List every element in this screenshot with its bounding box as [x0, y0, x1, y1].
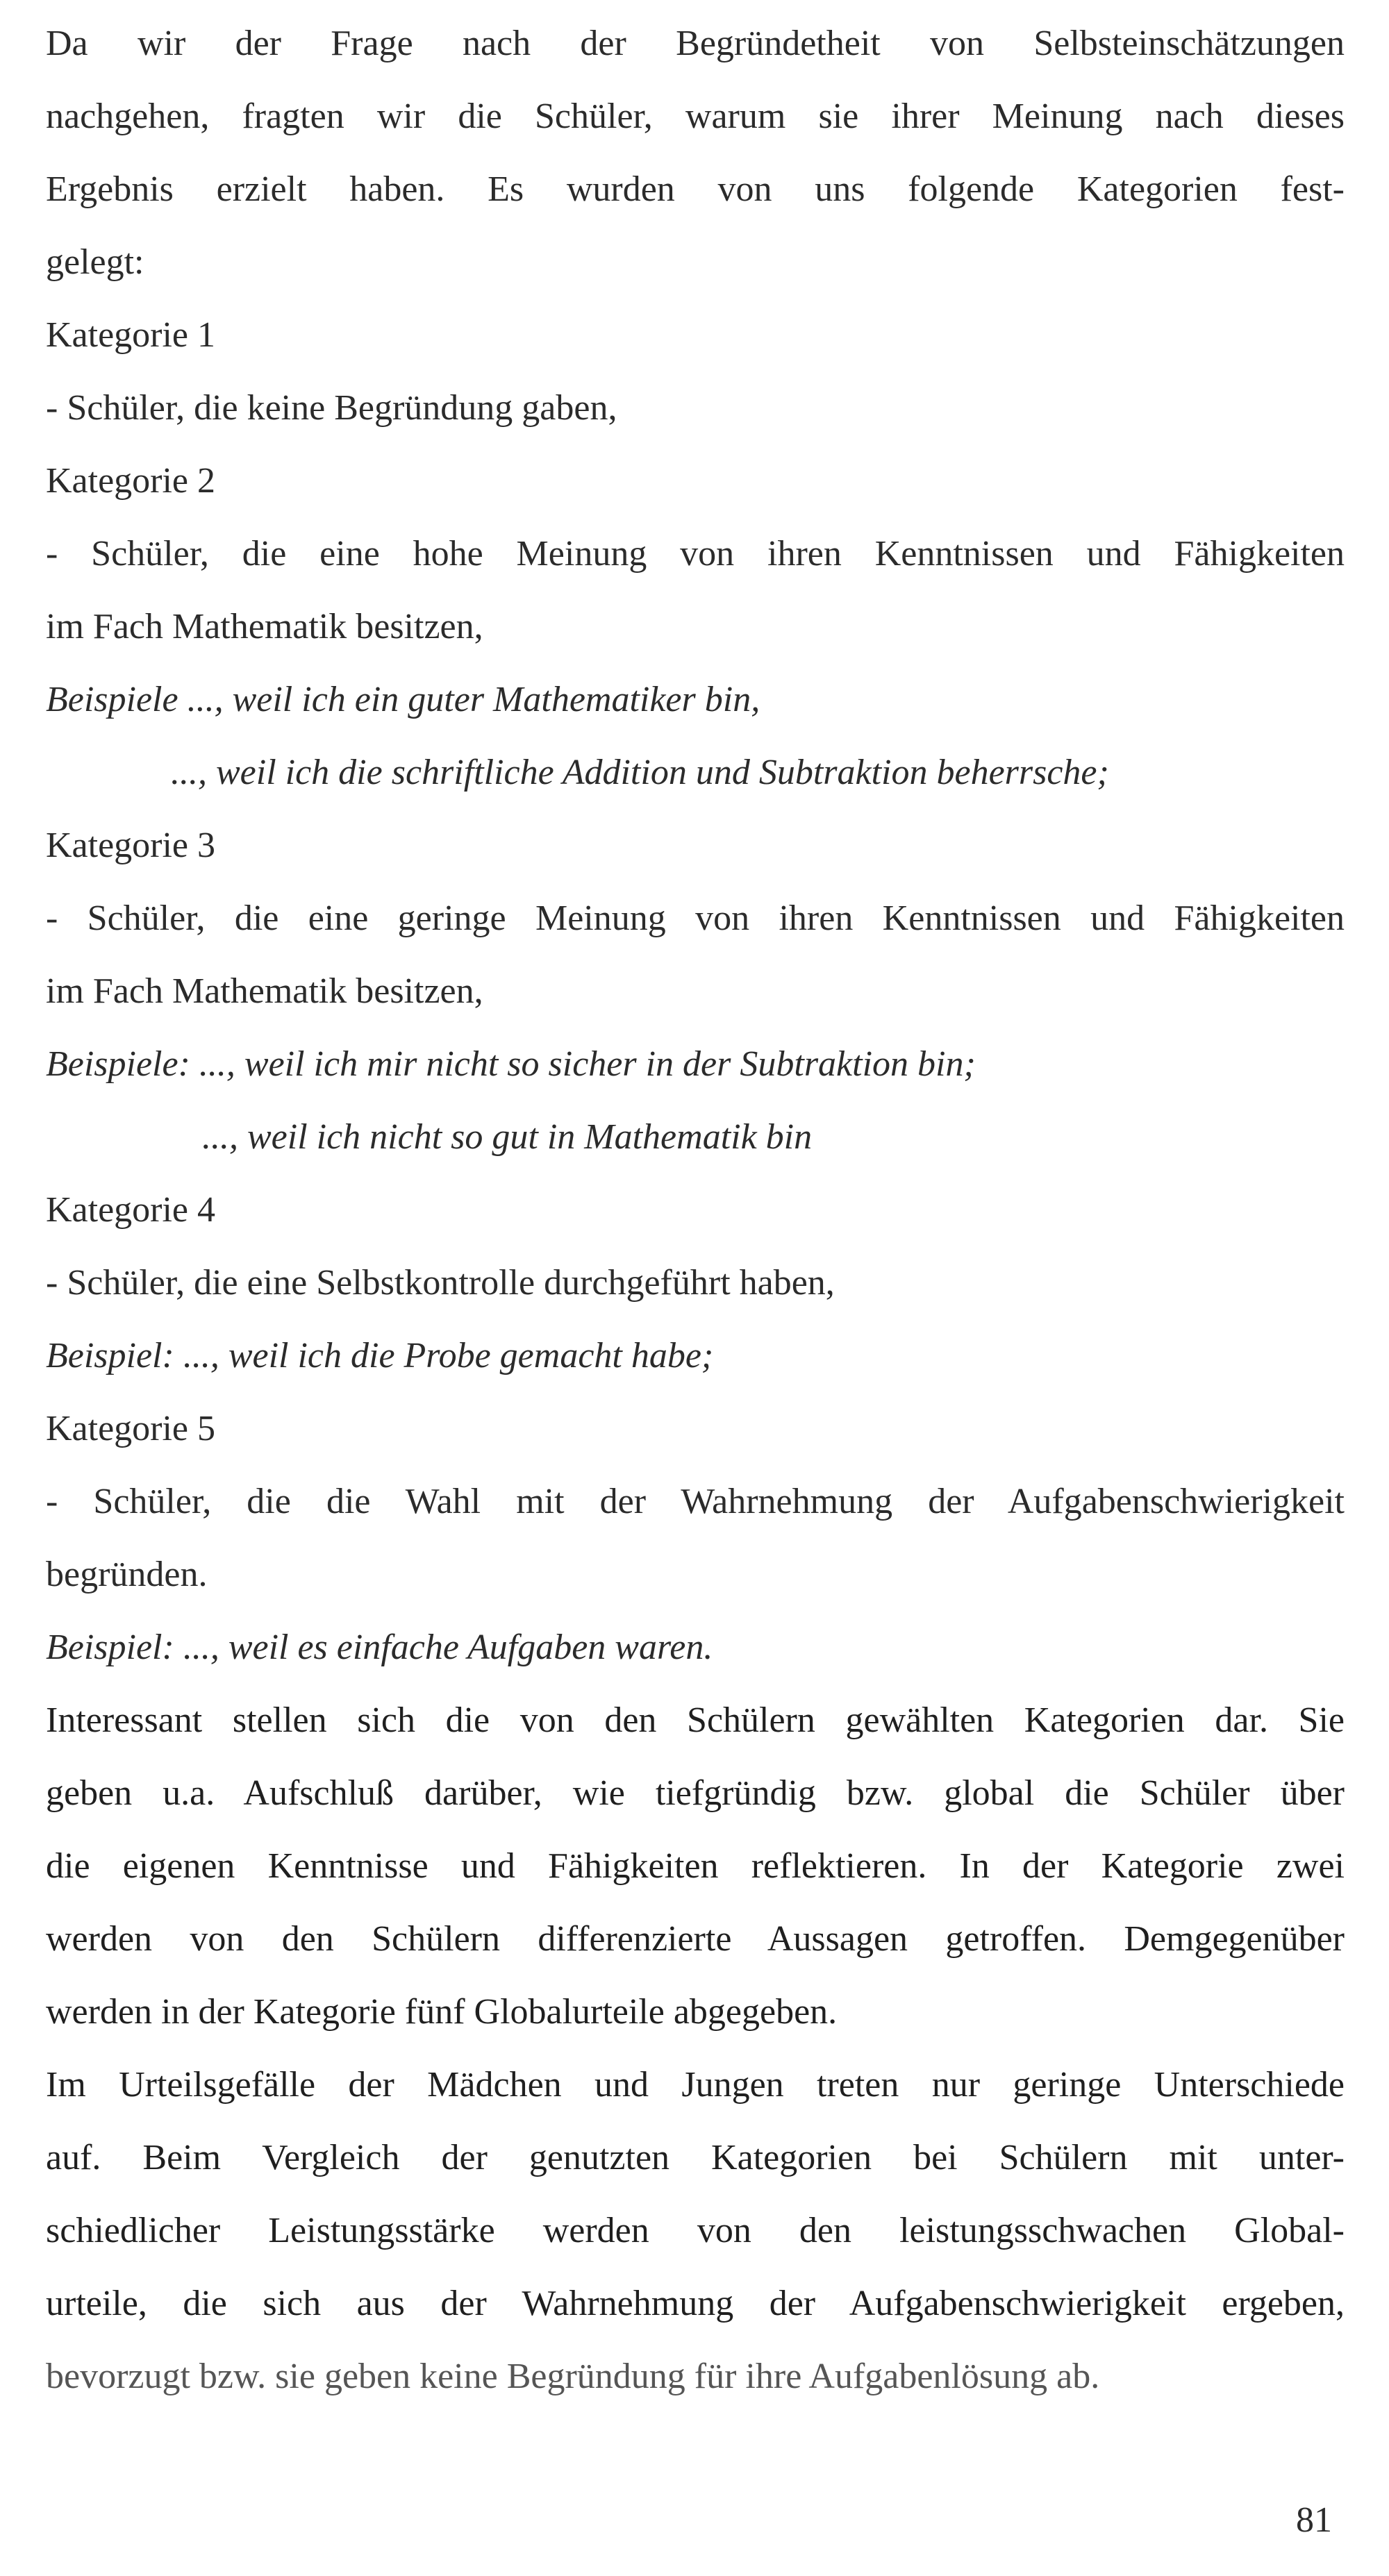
discussion-line: geben u.a. Aufschluß darüber, wie tiefgründig bzw. global die Schüler über [46, 1773, 1345, 1813]
discussion-line: werden in der Kategorie fünf Globalurteile abgegeben. [46, 1992, 838, 2032]
category-5-example: Beispiel: ..., weil es einfache Aufgaben waren. [46, 1628, 713, 1667]
intro-line: gelegt: [46, 242, 144, 282]
description-line: begründen. [46, 1555, 208, 1594]
description-line: im Fach Mathematik besitzen, [46, 607, 483, 646]
category-2-description [46, 517, 1345, 663]
conclusion-line: bevorzugt bzw. sie geben keine Begründung für ihre Aufgabenlösung ab. [46, 2357, 1100, 2396]
category-5-description [46, 1465, 1345, 1611]
discussion-line: die eigenen Kenntnisse und Fähigkeiten reflektieren. In der Kategorie zwei [46, 1846, 1345, 1886]
category-1-title: Kategorie 1 [46, 315, 216, 355]
category-4-description: - Schüler, die eine Selbstkontrolle durchgeführt haben, [46, 1263, 835, 1303]
description-line: - Schüler, die die Wahl mit der Wahrnehmung der Aufgabenschwierigkeit [46, 1482, 1345, 1521]
description-line: - Schüler, die eine hohe Meinung von ihren Kenntnissen und Fähigkeiten [46, 534, 1345, 574]
intro-line: Ergebnis erzielt haben. Es wurden von uns folgende Kategorien fest- [46, 169, 1345, 209]
category-2-title: Kategorie 2 [46, 461, 216, 501]
discussion-line: werden von den Schülern differenzierte Aussagen getroffen. Demgegenüber [46, 1919, 1345, 1959]
category-4-example: Beispiel: ..., weil ich die Probe gemacht habe; [46, 1336, 714, 1375]
conclusion-line: schiedlicher Leistungsstärke werden von den leistungsschwachen Global- [46, 2211, 1345, 2250]
document-page [46, 7, 1345, 2413]
category-4-title: Kategorie 4 [46, 1190, 216, 1230]
category-3-title: Kategorie 3 [46, 826, 216, 865]
conclusion-line: Im Urteilsgefälle der Mädchen und Jungen treten nur geringe Unterschiede [46, 2065, 1345, 2105]
conclusion-line: auf. Beim Vergleich der genutzten Kategorien bei Schülern mit unter- [46, 2138, 1345, 2177]
category-3-example-continued: ..., weil ich nicht so gut in Mathematik bin [202, 1117, 813, 1157]
discussion-paragraph [46, 1684, 1345, 2048]
description-line: im Fach Mathematik besitzen, [46, 971, 483, 1011]
intro-paragraph [46, 7, 1345, 299]
category-3-description [46, 882, 1345, 1028]
intro-line: Da wir der Frage nach der Begründetheit von Selbsteinschätzungen [46, 24, 1345, 63]
category-1-description: - Schüler, die keine Begründung gaben, [46, 388, 617, 428]
discussion-line: Interessant stellen sich die von den Schülern gewählten Kategorien dar. Sie [46, 1700, 1345, 1740]
intro-line: nachgehen, fragten wir die Schüler, warum sie ihrer Meinung nach dieses [46, 97, 1345, 136]
conclusion-paragraph [46, 2048, 1345, 2413]
category-2-example: Beispiele ..., weil ich ein guter Mathematiker bin, [46, 680, 760, 719]
conclusion-line: urteile, die sich aus der Wahrnehmung der Aufgabenschwierigkeit ergeben, [46, 2284, 1345, 2323]
category-3-example: Beispiele: ..., weil ich mir nicht so sicher in der Subtraktion bin; [46, 1044, 976, 1084]
description-line: - Schüler, die eine geringe Meinung von ihren Kenntnissen und Fähigkeiten [46, 898, 1345, 938]
category-2-example-continued: ..., weil ich die schriftliche Addition und Subtraktion beherrsche; [171, 753, 1109, 792]
page-number: 81 [1296, 2500, 1332, 2540]
category-5-title: Kategorie 5 [46, 1409, 216, 1448]
